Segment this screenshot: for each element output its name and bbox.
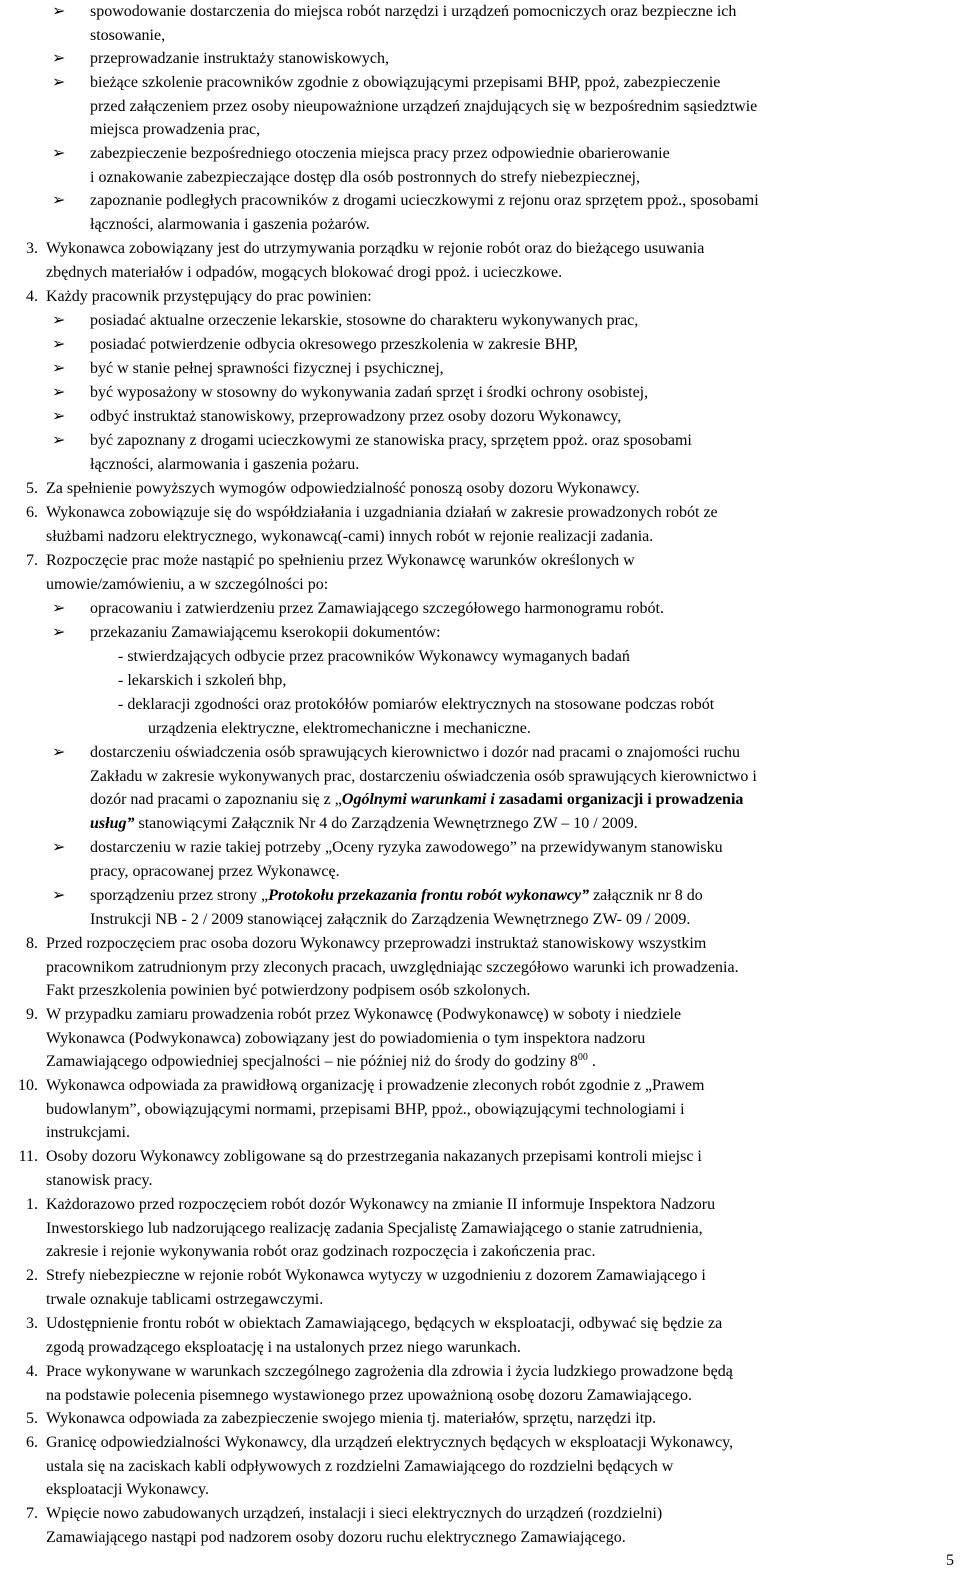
list-number: 4. (26, 1363, 38, 1380)
text-line: dostarczeniu w razie takiej potrzeby „Oceny ryzyka zawodowego” na przewidywanym stanowisku (90, 839, 723, 856)
list-number: 10. (18, 1077, 38, 1094)
bullet-arrow-icon: ➢ (52, 408, 66, 425)
text-line: dostarczeniu oświadczenia osób sprawujących kierownictwo i dozór nad pracami o znajomości ruchu (90, 744, 740, 761)
bullet-arrow-icon: ➢ (52, 887, 66, 904)
bullet-arrow-icon: ➢ (52, 744, 66, 761)
text-line: Instrukcji NB - 2 / 2009 stanowiącej załącznik do Zarządzenia Wewnętrznego ZW- 09 / 2009. (90, 910, 691, 928)
text-line: posiadać aktualne orzeczenie lekarskie, stosowne do charakteru wykonywanych prac, (90, 312, 639, 329)
text-line: trwale oznakuje tablicami ostrzegawczymi. (46, 1290, 324, 1308)
bullet-arrow-icon: ➢ (52, 600, 66, 617)
text-line: Wykonawca (Podwykonawca) zobowiązany jest do powiadomienia o tym inspektora nadzoru (46, 1029, 646, 1047)
text-line: Każdy pracownik przystępujący do prac powinien: (46, 288, 372, 305)
text-line: eksploatacji Wykonawcy. (46, 1481, 209, 1499)
bullet-arrow-icon: ➢ (52, 74, 66, 91)
bullet-arrow-icon: ➢ (52, 312, 66, 329)
text-line: Prace wykonywane w warunkach szczególnego zagrożenia dla zdrowia i życia ludzkiego prowadzone będą (46, 1363, 733, 1380)
text-line: zbędnych materiałów i odpadów, mogących blokować drogi ppoż. i ucieczkowe. (46, 263, 563, 281)
list-number: 11. (18, 1148, 38, 1165)
text-line: zabezpieczenie bezpośredniego otoczenia miejsca pracy przez odpowiednie obarierowanie (90, 145, 670, 162)
text-line: stosowanie, (90, 26, 166, 44)
text-line: urządzenia elektryczne, elektromechaniczne i mechaniczne. (148, 720, 531, 737)
text-line: budowlanym”, obowiązującymi normami, przepisami BHP, ppoż., obowiązującymi technologiami i (46, 1100, 685, 1118)
text-line: łączności, alarmowania i gaszenia pożaru. (90, 455, 360, 473)
list-number: 7. (26, 1505, 38, 1522)
text-line: i oznakowanie zabezpieczające dostęp dla osób postronnych do strefy niebezpiecznej, (90, 168, 640, 186)
text-line: Wpięcie nowo zabudowanych urządzeń, instalacji i sieci elektrycznych do urządzeń (rozdzielni) (46, 1505, 663, 1522)
list-number: 5. (26, 480, 38, 497)
text-line: Zakładu w zakresie wykonywanych prac, dostarczeniu oświadczenia osób sprawujących kierownictwo i (90, 767, 757, 785)
text-line: zapoznanie podległych pracowników z drogami ucieczkowymi z rejonu oraz sprzętem ppoż., sposobami (90, 192, 759, 209)
list-number: 7. (26, 552, 38, 569)
text-line: przekazaniu Zamawiającemu kserokopii dokumentów: (90, 624, 441, 641)
text-line: - stwierdzających odbycie przez pracowników Wykonawcy wymaganych badań (118, 648, 630, 665)
text-line: pracownikom zatrudnionym przy zleconych pracach, uwzględniając szczegółowo warunki ich prowadzenia. (46, 958, 739, 976)
text-line: Wykonawca zobowiązuje się do współdziałania i uzgadniania działań w zakresie prowadzonych robót ze (46, 504, 718, 521)
text-line: stanowisk pracy. (46, 1171, 153, 1189)
text-line: miejsca prowadzenia prac, (90, 121, 261, 139)
text-line: dozór nad pracami o zapoznaniu się z „Ogólnymi warunkami i zasadami organizacji i prowadzenia (90, 791, 744, 809)
text-line: Przed rozpoczęciem prac osoba dozoru Wykonawcy przeprowadzi instruktaż stanowiskowy wszystkim (46, 935, 707, 952)
text-line: pracy, opracowanej przez Wykonawcę. (90, 862, 340, 880)
bullet-arrow-icon: ➢ (52, 145, 66, 162)
list-number: 1. (26, 1196, 38, 1213)
list-number: 9. (26, 1006, 38, 1023)
text-line: być w stanie pełnej sprawności fizycznej i psychicznej, (90, 360, 444, 377)
text-line: opracowaniu i zatwierdzeniu przez Zamawiającego szczegółowego harmonogramu robót. (90, 600, 664, 617)
bullet-arrow-icon: ➢ (52, 624, 66, 641)
text-line: instrukcjami. (46, 1124, 130, 1142)
list-number: 4. (26, 288, 38, 305)
bullet-arrow-icon: ➢ (52, 384, 66, 401)
bullet-arrow-icon: ➢ (52, 336, 66, 353)
list-number: 5. (26, 1410, 38, 1427)
text-line: Inwestorskiego lub nadzorującego realizację zadania Specjalistę Zamawiającego o stanie zatrudnienia, (46, 1219, 703, 1237)
text-line: łączności, alarmowania i gaszenia pożarów. (90, 215, 370, 233)
text-line: na podstawie polecenia pisemnego wystawionego przez upoważnioną osobę dozoru Zamawiającego. (46, 1386, 692, 1404)
text-line: być wyposażony w stosowny do wykonywania zadań sprzęt i środki ochrony osobistej, (90, 384, 649, 401)
text-line: Zamawiającego odpowiedniej specjalności – nie później niż do środy do godziny $8^{00}$ . (46, 1052, 596, 1071)
text-line: być zapoznany z drogami ucieczkowymi ze stanowiska pracy, sprzętem ppoż. oraz sposobami (90, 432, 692, 449)
text-line: Za spełnienie powyższych wymogów odpowiedzialność ponoszą osoby dozoru Wykonawcy. (46, 480, 640, 497)
text-line: Osoby dozoru Wykonawcy zobligowane są do przestrzegania nakazanych przepisami kontroli miejsc i (46, 1148, 702, 1165)
text-line: Każdorazowo przed rozpoczęciem robót dozór Wykonawcy na zmianie II informuje Inspektora Nadzoru (46, 1196, 716, 1213)
text-line: umowie/zamówieniu, a w szczególności po: (46, 575, 329, 593)
text-line: bieżące szkolenie pracowników zgodnie z obowiązującymi przepisami BHP, ppoż, zabezpieczenie (90, 74, 721, 91)
text-line: Wykonawca odpowiada za prawidłową organizację i prowadzenie zleconych robót zgodnie z „Prawem (46, 1077, 705, 1094)
text-line: W przypadku zamiaru prowadzenia robót przez Wykonawcę (Podwykonawcę) w soboty i niedziele (46, 1006, 682, 1023)
text-line: zakresie i rejonie wykonywania robót oraz godzinach rozpoczęcia i zakończenia prac. (46, 1243, 596, 1261)
text-line: zgodą prowadzącego eksploatację i na ustalonych przez niego warunkach. (46, 1338, 521, 1356)
bullet-arrow-icon: ➢ (52, 192, 66, 209)
text-line: Granicę odpowiedzialności Wykonawcy, dla urządzeń elektrycznych będących w eksploatacji Wykonawcy, (46, 1434, 734, 1451)
list-number: 8. (26, 935, 38, 952)
text-line: Rozpoczęcie prac może nastąpić po spełnieniu przez Wykonawcę warunków określonych w (46, 552, 635, 569)
text-line: Udostępnienie frontu robót w obiektach Zamawiającego, będących w eksploatacji, odbywać się będzie za (46, 1315, 723, 1332)
page-number: 5 (946, 1552, 954, 1569)
text-line: Zamawiającego nastąpi pod nadzorem osoby dozoru ruchu elektrycznego Zamawiającego. (46, 1528, 626, 1546)
text-line: przeprowadzanie instruktaży stanowiskowych, (90, 50, 390, 67)
bullet-arrow-icon: ➢ (52, 50, 66, 67)
text-line: posiadać potwierdzenie odbycia okresowego przeszkolenia w zakresie BHP, (90, 336, 578, 353)
list-number: 6. (26, 1434, 38, 1451)
text-line: Fakt przeszkolenia powinien być potwierdzony podpisem osób szkolonych. (46, 982, 531, 1000)
bullet-arrow-icon: ➢ (52, 432, 66, 449)
text-line: ustala się na zaciskach kabli odpływowych z rozdzielni Zamawiającego do rozdzielni będących w (46, 1457, 674, 1475)
text-line: przed załączeniem przez osoby nieupoważnione urządzeń znajdujących się w bezpośrednim sąsiedztwie (90, 97, 758, 115)
text-line: sporządzeniu przez strony „Protokołu przekazania frontu robót wykonawcy” załącznik nr 8 do (90, 887, 703, 904)
text-line: służbami nadzoru elektrycznego, wykonawcą(-cami) innych robót w rejonie realizacji zadania. (46, 527, 654, 545)
text-line: Wykonawca odpowiada za zabezpieczenie swojego mienia tj. materiałów, sprzętu, narzędzi itp. (46, 1410, 657, 1427)
list-number: 2. (26, 1267, 38, 1284)
bullet-arrow-icon: ➢ (52, 839, 66, 856)
bullet-arrow-icon: ➢ (52, 360, 66, 377)
text-line: Wykonawca zobowiązany jest do utrzymywania porządku w rejonie robót oraz do bieżącego usuwania (46, 240, 705, 257)
text-line: - deklaracji zgodności oraz protokółów pomiarów elektrycznych na stosowane podczas robót (118, 696, 715, 713)
bullet-arrow-icon: ➢ (52, 3, 66, 20)
list-number: 6. (26, 504, 38, 521)
list-number: 3. (26, 240, 38, 257)
text-line: odbyć instruktaż stanowiskowy, przeprowadzony przez osoby dozoru Wykonawcy, (90, 408, 622, 425)
text-line: Strefy niebezpieczne w rejonie robót Wykonawca wytyczy w uzgodnieniu z dozorem Zamawiającego i (46, 1267, 706, 1284)
text-line: - lekarskich i szkoleń bhp, (118, 672, 287, 689)
text-line: usług” stanowiącymi Załącznik Nr 4 do Zarządzenia Wewnętrznego ZW – 10 / 2009. (90, 814, 638, 832)
text-line: spowodowanie dostarczenia do miejsca robót narzędzi i urządzeń pomocniczych oraz bezpieczne ich (90, 3, 737, 20)
list-number: 3. (26, 1315, 38, 1332)
